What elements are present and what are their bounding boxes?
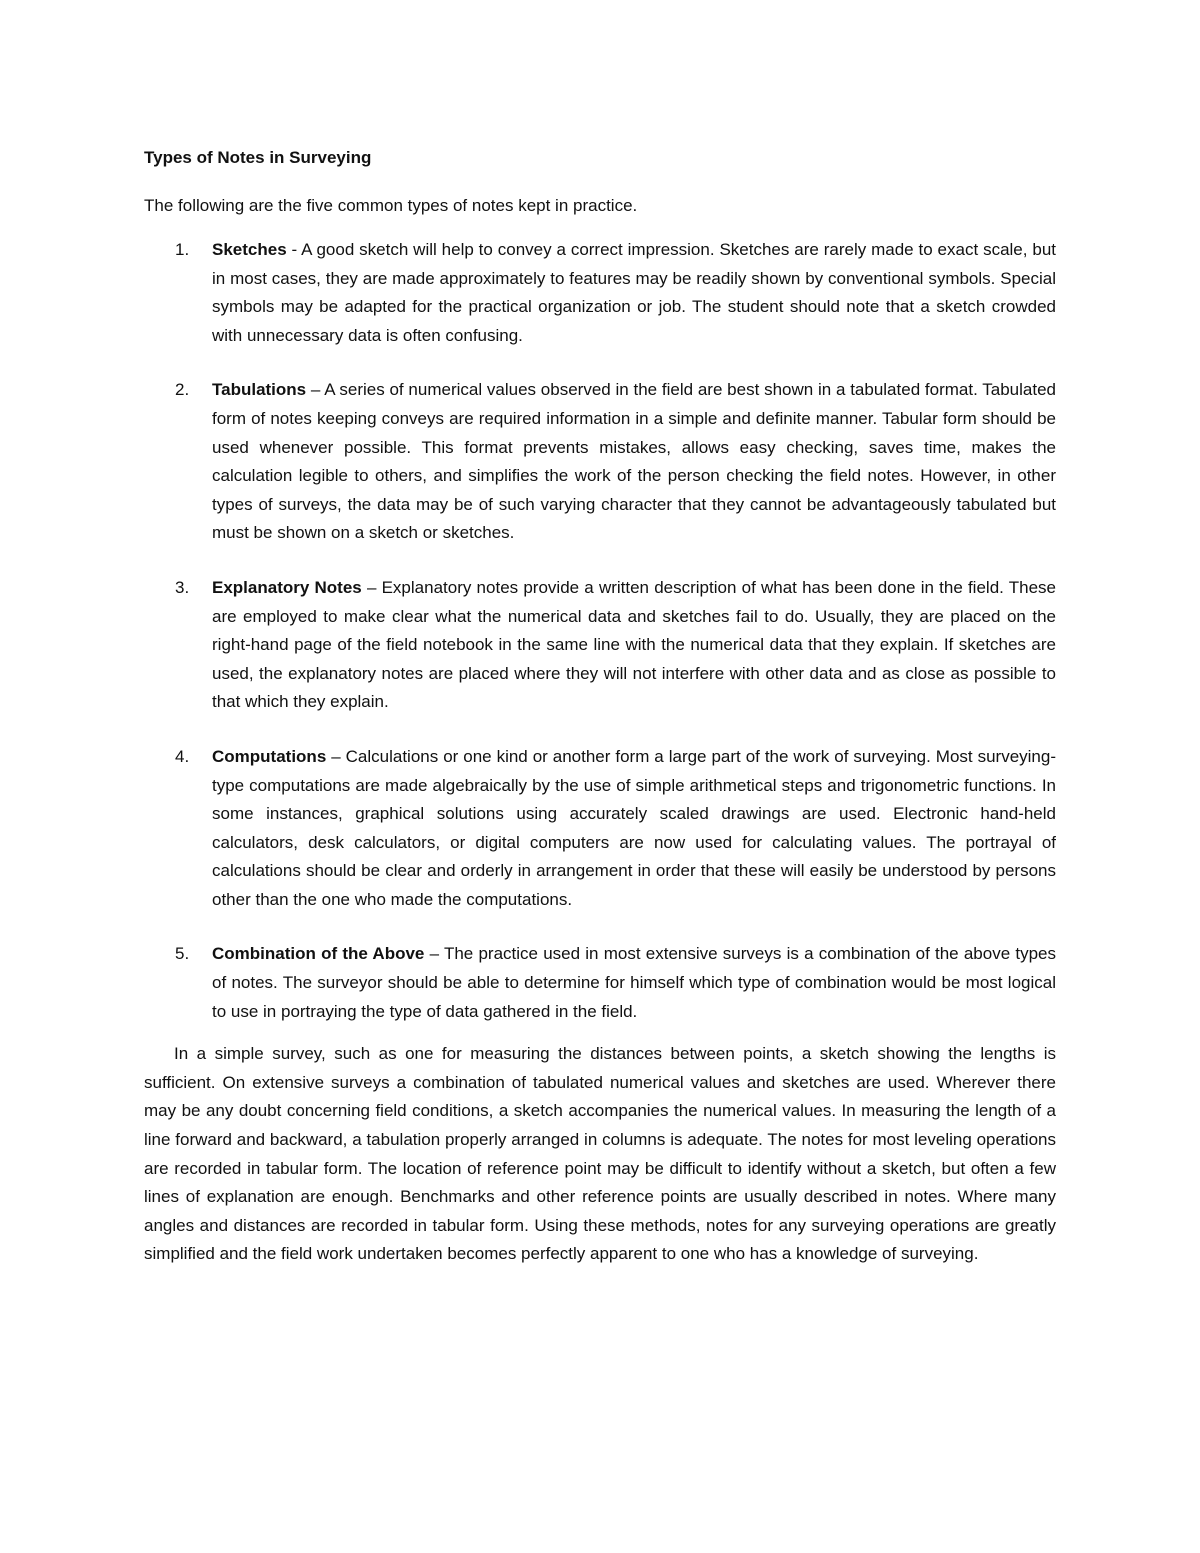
list-item-separator: – (361, 577, 382, 597)
list-item-number: 3. (175, 577, 190, 597)
list-item-term: Computations (212, 746, 327, 766)
list-item-text: Explanatory notes provide a written description of what has been done in the field. These are employed to make clear what the numerical data and sketches fail to do. Usually, they are placed on the right-hand page of the field notebook in the same line with the numerical data that they explain. If sketches are used, the explanatory notes are placed where they will not interfere with other data and as close as possible to that which they explain. (212, 577, 1057, 712)
list-item-number: 5. (175, 944, 190, 964)
list-item-term: Combination of the Above (212, 944, 425, 964)
list-item (144, 376, 1056, 548)
note-types-list (144, 236, 1056, 1026)
list-item (144, 574, 1056, 717)
list-item-text: The practice used in most extensive surveys is a combination of the above types of notes. The surveyor should be able to determine for himself which type of combination would be most logical to use in portraying the type of data gathered in the field. (212, 944, 1057, 1021)
list-item-term: Sketches (212, 240, 287, 259)
list-item-text: Calculations or one kind or another form a large part of the work of surveying. Most surveying-type computations are made algebraically by the use of simple arithmetical steps and trigonometric functions. In some instances, graphical solutions using accurately scaled drawings are used. Electronic hand-held calculators, desk calculators, or digital computers are now used for calculating values. The portrayal of calculations should be clear and orderly in arrangement in order that these will easily be understood by persons other than the one who made the computations. (212, 746, 1057, 909)
document-title: Types of Notes in Surveying (144, 148, 372, 167)
list-item-number: 1. (175, 240, 190, 259)
list-item-separator: – (326, 746, 346, 766)
list-item-separator: – (424, 944, 444, 964)
list-item-separator: – (306, 380, 325, 400)
list-item-text: A good sketch will help to convey a correct impression. Sketches are rarely made to exact scale, but in most cases, they are made approximately to features may be readily shown by conventional symbols. Special symbols may be adapted for the practical organization or job. The student should note that a sketch crowded with unnecessary data is often confusing. (212, 240, 1056, 345)
list-item (144, 940, 1056, 1026)
list-item-term: Tabulations (212, 380, 307, 400)
list-item-text: A series of numerical values observed in the field are best shown in a tabulated format. Tabulated form of notes keeping conveys are required information in a simple and definite manner. Tabular form should be used whenever possible. This format prevents mistakes, allows easy checking, saves time, makes the calculation legible to others, and simplifies the work of the person checking the field notes. However, in other types of surveys, the data may be of such varying character that they cannot be advantageously tabulated but must be shown on a sketch or sketches. (212, 380, 1056, 543)
closing-paragraph: In a simple survey, such as one for measuring the distances between points, a sketch showing the lengths is sufficient. On extensive surveys a combination of tabulated numerical values and sketches are used. Wherever there may be any doubt concerning field conditions, a sketch accompanies the numerical values. In measuring the length of a line forward and backward, a tabulation properly arranged in columns is adequate. The notes for most leveling operations are recorded in tabular form. The location of reference point may be difficult to identify without a sketch, but often a few lines of explanation are enough. Benchmarks and other reference points are usually described in notes. Where many angles and distances are recorded in tabular form. Using these methods, notes for any surveying operations are greatly simplified and the field work undertaken becomes perfectly apparent to one who has a knowledge of surveying. (144, 1044, 1056, 1264)
list-item-number: 4. (175, 746, 190, 766)
list-item (144, 236, 1056, 350)
intro-paragraph: The following are the five common types of notes kept in practice. (144, 196, 638, 215)
list-item (144, 743, 1056, 915)
list-item-number: 2. (175, 380, 190, 400)
list-item-separator: - (286, 240, 302, 259)
list-item-term: Explanatory Notes (212, 577, 362, 597)
